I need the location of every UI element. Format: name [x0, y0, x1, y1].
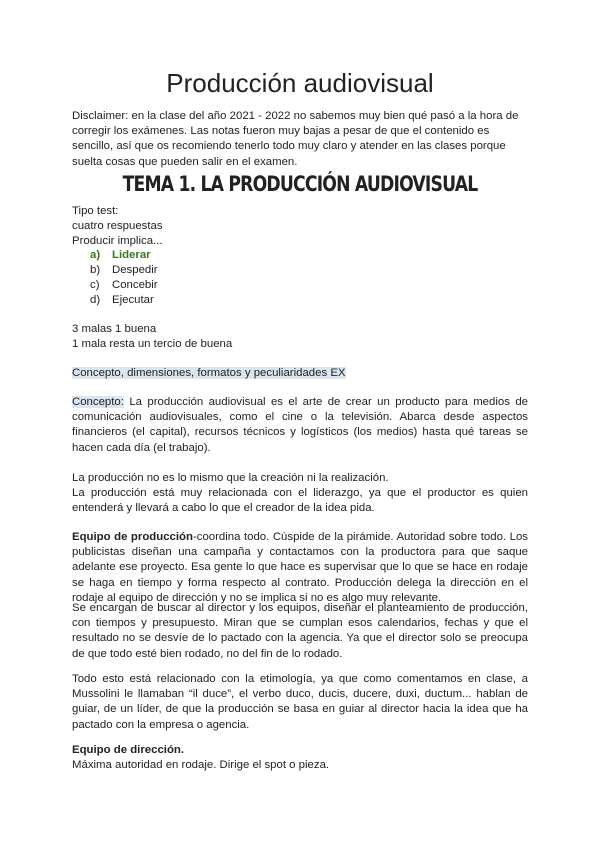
section-heading: TEMA 1. LA PRODUCCIÓN AUDIOVISUAL [122, 172, 478, 196]
scoring-line-2: 1 mala resta un tercio de buena [72, 338, 233, 350]
equipo-produccion-label: Equipo de producción [72, 531, 193, 543]
disclaimer-paragraph: Disclaimer: en la clase del año 2021 - 2022 no sabemos muy bien qué pasó a la hora de corregir los exámenes. Las notas fueron muy bajas a pesar de que el contenido es sencillo, así que os recomiendo tenerlo todo muy claro y atender en las clases porque suelta cosas que pueden salir en el examen. [72, 110, 519, 168]
option-letter: a) [90, 249, 101, 261]
answer-option-correct [72, 248, 158, 263]
subsection-title [72, 366, 528, 381]
option-text: Despedir [112, 264, 158, 276]
equipo-produccion-paragraph [72, 530, 528, 606]
etimologia-paragraph: Todo esto está relacionado con la etimología, ya que como comentamos en clase, a Mussolini le llamaban “il duce”, el verbo duco, ducis, ducere, duxi, ductum... hablan de guiar, de un líder, de que la producción se basa en guiar al director hacia la idea que ha pactado con la empresa o agencia. [72, 673, 528, 731]
test-question-line: Producir implica... [72, 235, 163, 247]
option-text: Ejecutar [112, 294, 154, 306]
option-letter: c) [90, 279, 100, 291]
option-letter: b) [90, 264, 101, 276]
option-text: Liderar [112, 249, 151, 261]
highlighted-subsection-title: Concepto, dimensiones, formatos y peculiaridades EX [72, 367, 346, 379]
produccion-paragraph-1: La producción no es lo mismo que la creación ni la realización. [72, 472, 389, 484]
answer-option [72, 293, 158, 308]
option-text: Concebir [112, 279, 158, 291]
answer-option [72, 263, 158, 278]
equipo-produccion-text: -coordina todo. Cúspide de la pirámide. Autoridad sobre todo. Los publicistas diseñan una campaña y contactamos con la productora para que saque adelante ese proyecto. Esa gente lo que hace es supervisar que lo que se hace en rodaje se haga en tiempo y forma respecto al contrato. Producción delega la dirección en el rodaje al equipo de dirección y no se implica si no es algo muy relevante. [72, 531, 528, 604]
test-type-line: Tipo test: [72, 205, 119, 217]
scoring-line-1: 3 malas 1 buena [72, 323, 157, 335]
concepto-text: La producción audiovisual es el arte de crear un producto para medios de comunicación audiovisuales, como el cine o la televisión. Abarca desde aspectos financieros (el capital), recursos técnicos y logísticos (los medios) hasta qué tareas se hacen cada día (el trabajo). [72, 396, 528, 454]
concepto-label: Concepto: [72, 396, 124, 408]
equipo-produccion-paragraph-2: Se encargan de buscar al director y los equipos, diseñar el planteamiento de producción, con tiempos y presupuesto. Miran que se cumplan esos calendarios, fechas y que el resultado no se desvíe de lo pactado con la agencia. Ya que el director solo se preocupa de que todo esté bien rodado, no del fin de lo rodado. [72, 602, 528, 660]
option-letter: d) [90, 294, 101, 306]
document-title: Producción audiovisual [166, 68, 434, 98]
equipo-direccion-text: Máxima autoridad en rodaje. Dirige el spot o pieza. [72, 759, 330, 771]
answer-options-list [72, 248, 158, 308]
equipo-direccion-heading [72, 743, 528, 758]
produccion-paragraph-2: La producción está muy relacionada con el liderazgo, ya que el productor es quien entenderá y llevará a cabo lo que el creador de la idea pida. [72, 487, 528, 515]
test-answers-line: cuatro respuestas [72, 220, 163, 232]
equipo-direccion-label: Equipo de dirección. [72, 744, 185, 756]
answer-option [72, 278, 158, 293]
concepto-paragraph [72, 395, 528, 456]
